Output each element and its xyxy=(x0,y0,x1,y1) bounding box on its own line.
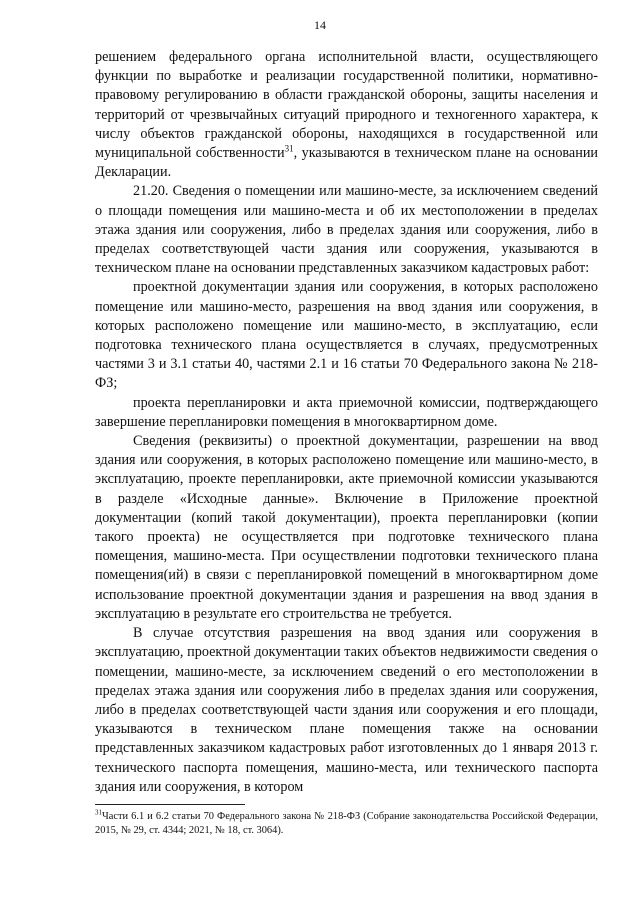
page-number: 14 xyxy=(314,18,326,32)
footnote xyxy=(95,810,598,838)
footnote-reference[interactable]: 31 xyxy=(284,143,294,154)
paragraph-continued: решением федерального органа исполнительной власти, осуществляющего функции по выработке и реализации государственной политики, нормативно-правовому регулированию в области гражданской обороны, защиты населения и территорий от чрезвычайных ситуаций природного и техногенного характера, к числу объектов гражданской обороны, находящихся в государственной или муниципальной собственности$^{31}$, указываются в техническом плане на основании Декларации. xyxy=(95,49,599,181)
paragraph-details: Сведения (реквизиты) о проектной документации, разрешении на ввод здания или сооружения, в которых расположено помещение или машино-место, в эксплуатацию, проекте перепланировки, акте приемочной комиссии указываются в разделе «Исходные данные». Включение в Приложение проектной документации (копий такой документации), проекта перепланировки (копии такого проекта) не осуществляется при подготовке технического плана помещения, машино-места. При осуществлении подготовки технического плана помещения(ий) в связи с перепланировкой помещений в многоквартирном доме использование проектной документации здания и разрешения на ввод здания в эксплуатацию в результате его строительства не требуется. xyxy=(95,433,598,622)
document-body xyxy=(95,48,598,797)
paragraph-redevelopment-project: проекта перепланировки и акта приемочной комиссии, подтверждающего завершение перепланировки помещения в многоквартирном доме. xyxy=(95,394,598,430)
footnote-divider xyxy=(95,804,245,805)
footnote-text: Части 6.1 и 6.2 статьи 70 Федерального закона № 218-ФЗ (Собрание законодательства Российской Федерации, 2015, № 29, ст. 4344; 2021, № 18, ст. 3064). xyxy=(95,811,598,836)
paragraph-absence-of-permit: В случае отсутствия разрешения на ввод здания или сооружения в эксплуатацию, проектной документации таких объектов недвижимости сведения о помещении, машино-месте, за исключением сведений о его местоположении в пределах этажа здания или сооружения либо в пределах здания или сооружения, либо в пределах соответствующей части здания или сооружения и его площади, указываются в техническом плане помещения также на основании представленных заказчиком кадастровых работ изготовленных до 1 января 2013 г. технического паспорта помещения, машино-места, или технического паспорта здания или сооружения, в котором xyxy=(95,625,598,795)
footnote-marker: 31 xyxy=(95,808,102,817)
paragraph-project-documentation: проектной документации здания или сооружения, в которых расположено помещение или машино-место, разрешения на ввод здания или сооружения, в которых расположено помещение или машино-место, в эксплуатацию, если подготовка технического плана осуществляется в случаях, предусмотренных частями 3 и 3.1 статьи 40, частями 2.1 и 16 статьи 70 Федерального закона № 218-ФЗ; xyxy=(95,279,598,392)
paragraph-21-20: 21.20. Сведения о помещении или машино-месте, за исключением сведений о площади помещения или машино-места и об их местоположении в пределах этажа здания или сооружения, либо в пределах здания или сооружения, либо в пределах соответствующей части здания или сооружения, указываются в техническом плане на основании представленных заказчиком кадастровых работ: xyxy=(95,183,598,277)
